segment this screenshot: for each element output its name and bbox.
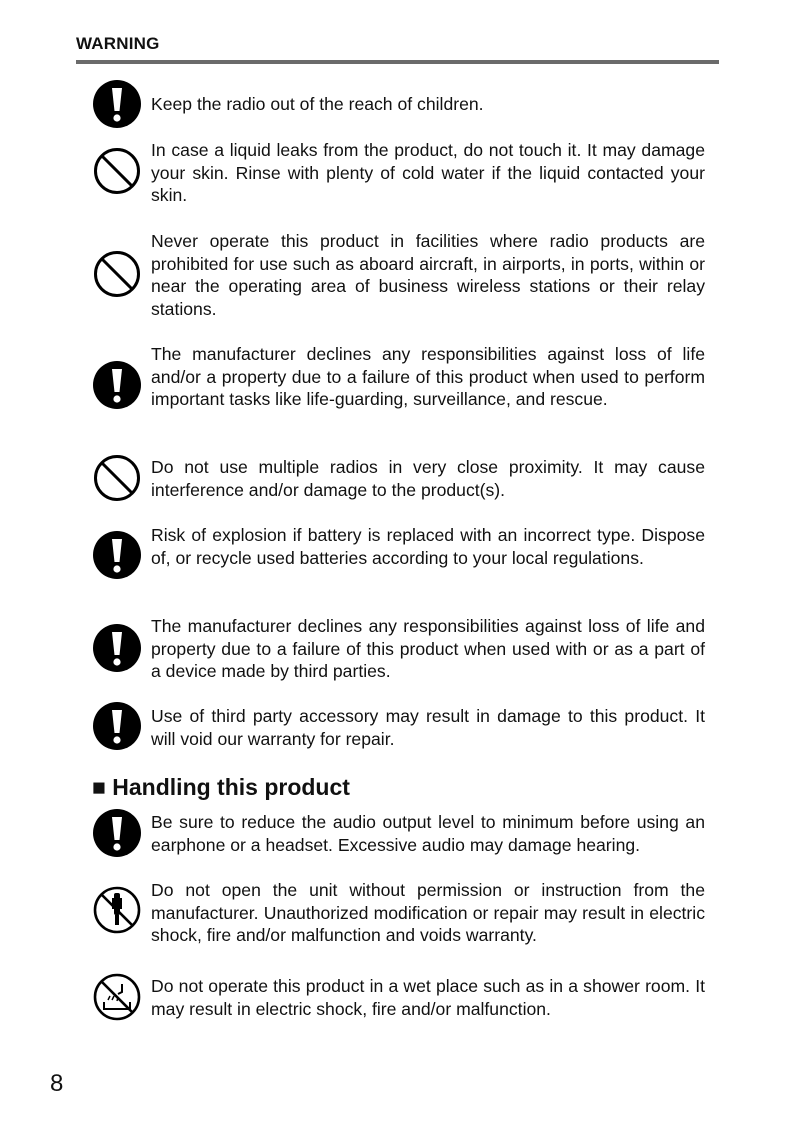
section-heading-handling: ■ Handling this product xyxy=(92,774,350,800)
page-number: 8 xyxy=(50,1070,64,1097)
mandatory-exclamation-icon xyxy=(92,623,142,673)
warning-text: Use of third party accessory may result in damage to this product. It will void our warranty for repair. xyxy=(151,706,705,749)
handling-text: Do not open the unit without permission or instruction from the manufacturer. Unauthorized modification or repair may result in electric shock, fire and/or malfunction and voids warranty. xyxy=(151,880,705,946)
no-wet-place-icon xyxy=(92,972,142,1022)
warning-text: In case a liquid leaks from the product, do not touch it. It may damage your skin. Rinse with plenty of cold water if the liquid contacted your skin. xyxy=(151,140,705,206)
no-disassembly-icon xyxy=(92,885,142,935)
handling-text: Do not operate this product in a wet place such as in a shower room. It may result in electric shock, fire and/or malfunction. xyxy=(151,976,705,1019)
mandatory-exclamation-icon xyxy=(92,360,142,410)
mandatory-exclamation-icon xyxy=(92,530,142,580)
mandatory-exclamation-icon xyxy=(92,808,142,858)
warning-text: The manufacturer declines any responsibilities against loss of life and property due to a failure of this product when used with or as a part of a device made by third parties. xyxy=(151,616,705,682)
prohibited-icon xyxy=(92,453,142,503)
mandatory-exclamation-icon xyxy=(92,79,142,129)
handling-text: Be sure to reduce the audio output level to minimum before using an earphone or a headset. Excessive audio may damage hearing. xyxy=(151,812,705,855)
warning-text: Risk of explosion if battery is replaced with an incorrect type. Dispose of, or recycle used batteries according to your local regulations. xyxy=(151,525,705,568)
prohibited-icon xyxy=(92,146,142,196)
warning-text: Do not use multiple radios in very close proximity. It may cause interference and/or damage to the product(s). xyxy=(151,457,705,500)
warning-text: Keep the radio out of the reach of children. xyxy=(151,94,484,114)
heading-rule xyxy=(76,60,719,64)
warning-text: Never operate this product in facilities where radio products are prohibited for use such as aboard aircraft, in airports, in ports, within or near the operating area of business wireless stations or their relay stations. xyxy=(151,231,705,320)
prohibited-icon xyxy=(92,249,142,299)
warning-text: The manufacturer declines any responsibilities against loss of life and/or a property due to a failure of this product when used to perform important tasks like life-guarding, surveillance, and rescue. xyxy=(151,344,705,410)
section-heading-warning: WARNING xyxy=(76,34,160,53)
mandatory-exclamation-icon xyxy=(92,701,142,751)
